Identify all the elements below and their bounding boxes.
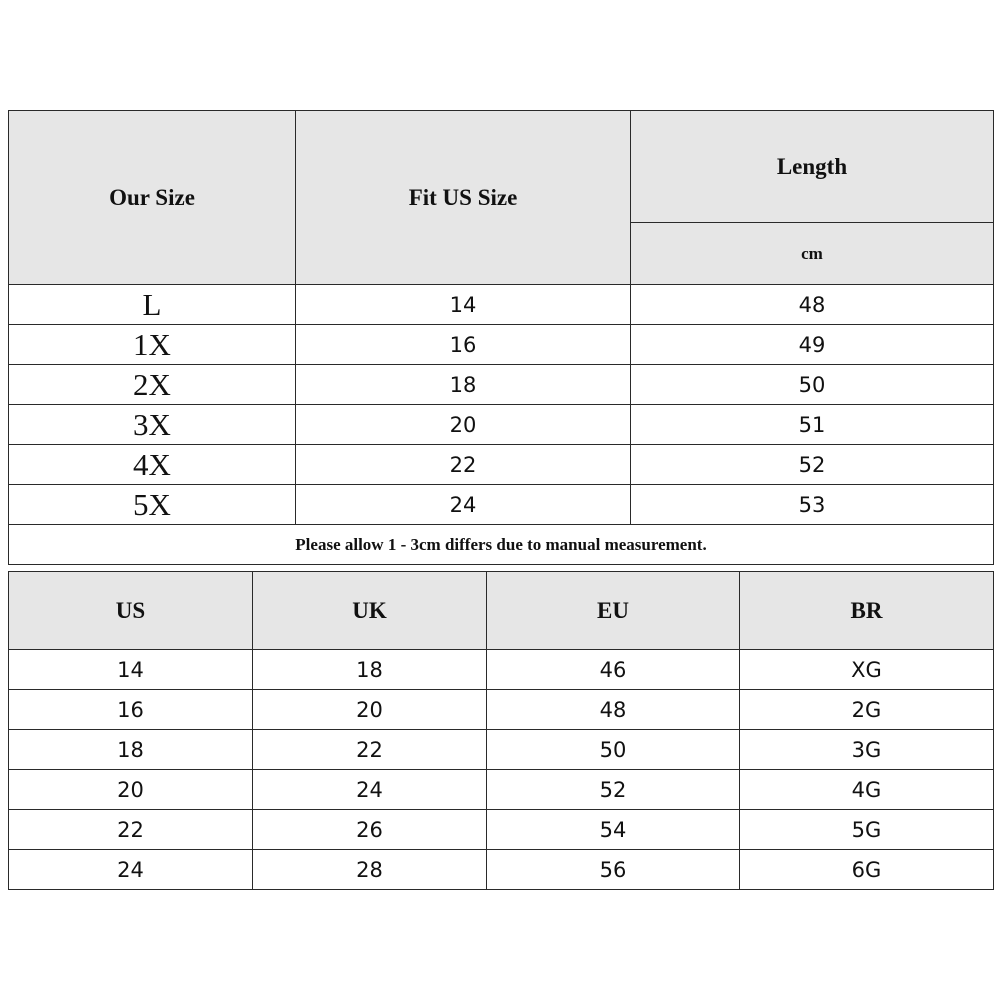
us-cell: 22 <box>9 810 253 850</box>
header-eu: EU <box>487 572 740 650</box>
header-length: Length <box>631 111 994 223</box>
eu-cell: 46 <box>487 650 740 690</box>
us-cell: 18 <box>9 730 253 770</box>
our-size-cell: L <box>9 285 296 325</box>
table-row <box>9 730 994 770</box>
br-cell: 2G <box>740 690 994 730</box>
eu-cell: 50 <box>487 730 740 770</box>
br-cell: 5G <box>740 810 994 850</box>
br-cell: 3G <box>740 730 994 770</box>
length-cell: 50 <box>631 365 994 405</box>
our-size-cell: 5X <box>9 485 296 525</box>
fit-us-cell: 16 <box>296 325 631 365</box>
eu-cell: 48 <box>487 690 740 730</box>
eu-cell: 56 <box>487 850 740 890</box>
header-us: US <box>9 572 253 650</box>
our-size-cell: 1X <box>9 325 296 365</box>
table-row <box>9 285 994 325</box>
uk-cell: 20 <box>253 690 487 730</box>
table-row <box>9 650 994 690</box>
length-cell: 52 <box>631 445 994 485</box>
length-cell: 53 <box>631 485 994 525</box>
length-cell: 51 <box>631 405 994 445</box>
uk-cell: 26 <box>253 810 487 850</box>
fit-us-cell: 20 <box>296 405 631 445</box>
table-row <box>9 365 994 405</box>
length-cell: 49 <box>631 325 994 365</box>
fit-us-cell: 24 <box>296 485 631 525</box>
header-length-unit: cm <box>631 223 994 285</box>
length-cell: 48 <box>631 285 994 325</box>
our-size-cell: 4X <box>9 445 296 485</box>
table-row <box>9 690 994 730</box>
header-br: BR <box>740 572 994 650</box>
uk-cell: 22 <box>253 730 487 770</box>
us-cell: 16 <box>9 690 253 730</box>
fit-us-cell: 18 <box>296 365 631 405</box>
size-chart-table <box>8 110 994 565</box>
table-row <box>9 850 994 890</box>
br-cell: 4G <box>740 770 994 810</box>
fit-us-cell: 14 <box>296 285 631 325</box>
eu-cell: 54 <box>487 810 740 850</box>
us-cell: 14 <box>9 650 253 690</box>
table-row <box>9 405 994 445</box>
size-conversion-table <box>8 571 994 890</box>
header-fit-us-size: Fit US Size <box>296 111 631 285</box>
table-row <box>9 810 994 850</box>
table-row <box>9 485 994 525</box>
table-row <box>9 445 994 485</box>
measurement-note: Please allow 1 - 3cm differs due to manual measurement. <box>9 525 994 565</box>
uk-cell: 18 <box>253 650 487 690</box>
br-cell: XG <box>740 650 994 690</box>
table-row <box>9 770 994 810</box>
uk-cell: 24 <box>253 770 487 810</box>
fit-us-cell: 22 <box>296 445 631 485</box>
header-uk: UK <box>253 572 487 650</box>
eu-cell: 52 <box>487 770 740 810</box>
uk-cell: 28 <box>253 850 487 890</box>
header-our-size: Our Size <box>9 111 296 285</box>
our-size-cell: 2X <box>9 365 296 405</box>
us-cell: 20 <box>9 770 253 810</box>
br-cell: 6G <box>740 850 994 890</box>
our-size-cell: 3X <box>9 405 296 445</box>
table-row <box>9 325 994 365</box>
us-cell: 24 <box>9 850 253 890</box>
